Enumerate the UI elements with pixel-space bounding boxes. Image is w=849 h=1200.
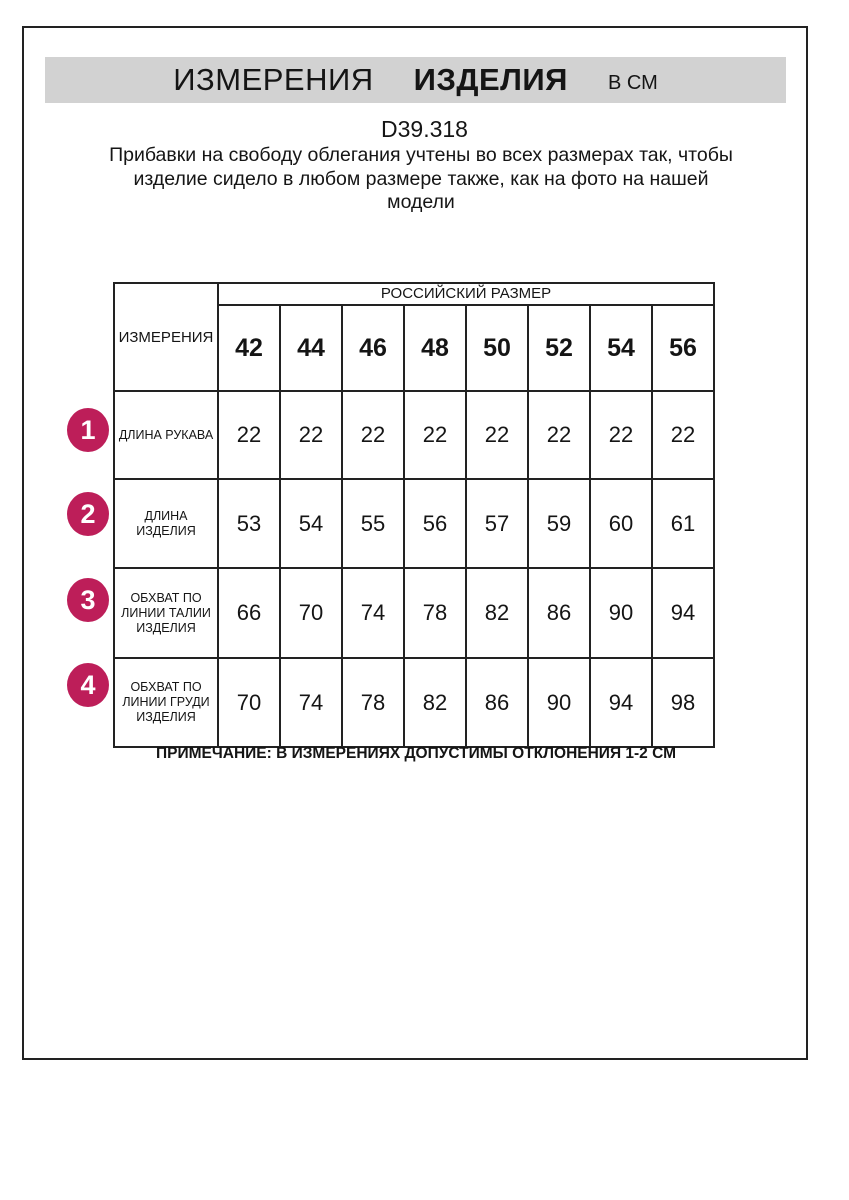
title-word-measurements: ИЗМЕРЕНИЯ [173, 62, 374, 97]
value-cell: 66 [218, 568, 280, 658]
row-number-badge-3: 3 [67, 578, 109, 622]
row-number-badge-4: 4 [67, 663, 109, 707]
value-cell: 56 [404, 479, 466, 568]
table-row-chest-girth [114, 658, 714, 747]
table-row-waist-girth [114, 568, 714, 658]
value-cell: 90 [590, 568, 652, 658]
row-number-badge-2: 2 [67, 492, 109, 536]
value-cell: 70 [218, 658, 280, 747]
size-header-cell: 44 [280, 305, 342, 391]
value-cell: 53 [218, 479, 280, 568]
size-header-cell: 42 [218, 305, 280, 391]
value-cell: 82 [404, 658, 466, 747]
value-cell: 94 [590, 658, 652, 747]
value-cell: 61 [652, 479, 714, 568]
value-cell: 22 [342, 391, 404, 479]
corner-header-cell: ИЗМЕРЕНИЯ [114, 283, 218, 391]
size-header-cell: 48 [404, 305, 466, 391]
size-header-cell: 56 [652, 305, 714, 391]
value-cell: 54 [280, 479, 342, 568]
size-header-cell: 54 [590, 305, 652, 391]
value-cell: 98 [652, 658, 714, 747]
group-header-cell: РОССИЙСКИЙ РАЗМЕР [218, 283, 714, 305]
value-cell: 70 [280, 568, 342, 658]
title-bar [45, 57, 786, 103]
table-row-group-header [114, 283, 714, 305]
tolerance-note: ПРИМЕЧАНИЕ: В ИЗМЕРЕНИЯХ ДОПУСТИМЫ ОТКЛОНЕНИЯ 1-2 СМ [155, 745, 677, 762]
size-header-cell: 46 [342, 305, 404, 391]
product-code: D39.318 [381, 116, 468, 142]
value-cell: 22 [280, 391, 342, 479]
row-label-cell: ДЛИНА ИЗДЕЛИЯ [114, 479, 218, 568]
row-label-cell: ОБХВАТ ПО ЛИНИИ ГРУДИ ИЗДЕЛИЯ [114, 658, 218, 747]
value-cell: 22 [652, 391, 714, 479]
value-cell: 86 [528, 568, 590, 658]
value-cell: 55 [342, 479, 404, 568]
value-cell: 74 [280, 658, 342, 747]
value-cell: 74 [342, 568, 404, 658]
value-cell: 86 [466, 658, 528, 747]
value-cell: 22 [218, 391, 280, 479]
title-word-product: ИЗДЕЛИЯ [413, 62, 568, 97]
value-cell: 22 [466, 391, 528, 479]
value-cell: 78 [404, 568, 466, 658]
value-cell: 22 [590, 391, 652, 479]
size-measurements-table [113, 282, 715, 748]
value-cell: 60 [590, 479, 652, 568]
table-row-sleeve-length [114, 391, 714, 479]
value-cell: 90 [528, 658, 590, 747]
table-row-item-length [114, 479, 714, 568]
size-header-cell: 52 [528, 305, 590, 391]
value-cell: 22 [404, 391, 466, 479]
value-cell: 57 [466, 479, 528, 568]
value-cell: 94 [652, 568, 714, 658]
row-number-badge-1: 1 [67, 408, 109, 452]
title-units: В СМ [607, 71, 658, 94]
size-header-cell: 50 [466, 305, 528, 391]
fit-description: Прибавки на свободу облегания учтены во всех размерах так, чтобы изделие сидело в любом размере также, как на фото на нашей модели [109, 144, 733, 213]
value-cell: 59 [528, 479, 590, 568]
value-cell: 22 [528, 391, 590, 479]
value-cell: 82 [466, 568, 528, 658]
row-label-cell: ДЛИНА РУКАВА [114, 391, 218, 479]
value-cell: 78 [342, 658, 404, 747]
row-label-cell: ОБХВАТ ПО ЛИНИИ ТАЛИИ ИЗДЕЛИЯ [114, 568, 218, 658]
